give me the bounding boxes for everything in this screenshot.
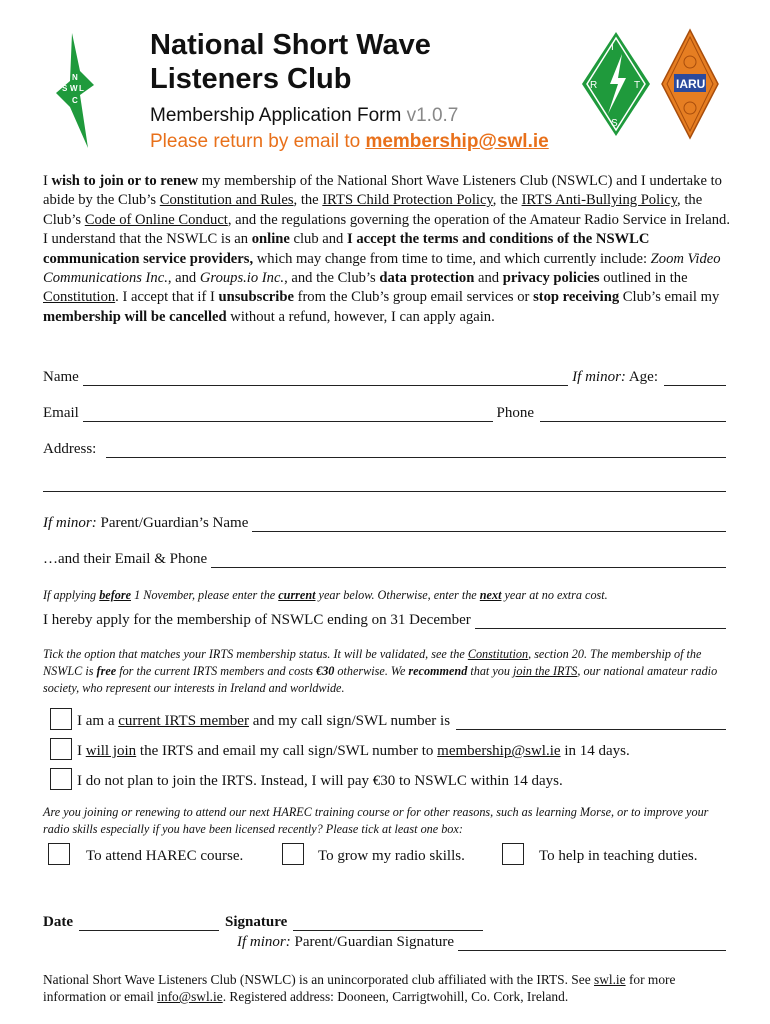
reason-teaching-checkbox[interactable]: [502, 843, 524, 865]
irts-letter-i: I: [611, 42, 614, 53]
option-text: in 14 days.: [560, 743, 630, 759]
intro-text: , the: [492, 192, 522, 209]
email-field[interactable]: [83, 407, 493, 422]
signature-field[interactable]: [293, 916, 483, 931]
reasons-note: Are you joining or renewing to attend our next HAREC training course or for other reasons, such as learning Morse, or to improve your radio skills especially if you have been licensed recently? Please tick at least one box:: [43, 805, 709, 836]
iaru-logo: [660, 28, 720, 140]
anti-bullying-link[interactable]: IRTS Anti-Bullying Policy: [521, 192, 678, 209]
join-irts-link[interactable]: join the IRTS: [513, 664, 578, 678]
intro-italic: Groups.io Inc.: [199, 270, 285, 287]
title-line-1: National Short Wave: [150, 29, 431, 61]
age-label: Age:: [625, 369, 658, 385]
name-row: [43, 366, 726, 386]
guardian-signature-field[interactable]: [458, 936, 726, 951]
intro-text: , the: [293, 192, 323, 209]
guardian-name-label: Parent/Guardian’s Name: [96, 515, 249, 531]
apply-row: [43, 609, 726, 629]
note-emphasis: before: [99, 588, 132, 602]
note-text: , our national amateur radio society, who represent our interests in Ireland and worldwide.: [43, 664, 718, 695]
year-field[interactable]: [475, 614, 726, 629]
footer-text: . Registered address: Dooneen, Carrigtwohill, Co. Cork, Ireland.: [222, 989, 569, 1004]
intro-text: , the Club’s: [43, 192, 703, 228]
logo-letter-l: L: [79, 84, 84, 93]
logo-letter-c: C: [72, 96, 78, 105]
return-instruction: [150, 130, 549, 154]
form-title-text: Membership Application Form: [150, 105, 402, 126]
intro-bold: I accept the terms and conditions of the NSWLC communication service providers,: [43, 231, 650, 267]
option-no-join-checkbox[interactable]: [50, 768, 72, 790]
note-text: , section 20. The membership of the NSWLC is: [43, 647, 702, 678]
option-current-member: [77, 710, 726, 730]
title-line-2: Listeners Club: [150, 63, 352, 95]
option-text: I: [77, 743, 86, 759]
note-text: otherwise. We: [334, 664, 409, 678]
intro-text: outlined in the: [599, 270, 688, 287]
irts-note: [43, 646, 733, 697]
intro-bold: wish to join or to renew: [51, 173, 199, 189]
return-email-link[interactable]: membership@swl.ie: [365, 131, 549, 152]
note-emphasis: current: [278, 588, 316, 602]
option-text: and my call sign/SWL number is: [248, 713, 451, 729]
note-text: for the current IRTS members and costs: [116, 664, 317, 678]
date-signature-row: [43, 911, 503, 931]
date-label: Date: [43, 914, 73, 930]
guardian-signature-row: [237, 931, 726, 951]
reason-skills-label: To grow my radio skills.: [318, 848, 465, 864]
option-current-member-checkbox[interactable]: [50, 708, 72, 730]
membership-email-link[interactable]: membership@swl.ie: [437, 743, 561, 759]
note-emphasis: €30: [316, 664, 335, 678]
guardian-row: [43, 512, 726, 532]
form-title: [150, 104, 458, 128]
note-text: 1 November, please enter the: [131, 588, 279, 602]
irts-logo: [580, 30, 652, 138]
irts-letter-s: S: [611, 118, 618, 129]
footer-text: National Short Wave Listeners Club (NSWLC) is an unincorporated club affiliated with the IRTS. See: [43, 972, 594, 987]
option-will-join: [77, 740, 630, 760]
child-protection-link[interactable]: IRTS Child Protection Policy: [322, 192, 493, 209]
intro-text: and: [474, 270, 503, 287]
email-label: Email: [43, 405, 79, 421]
phone-field[interactable]: [540, 407, 726, 422]
option-text: the IRTS and email my call sign/SWL number to: [136, 743, 438, 759]
note-emphasis: recommend: [408, 664, 468, 678]
intro-text: I: [43, 173, 52, 189]
intro-text: club and: [289, 231, 348, 248]
option-no-join: [77, 770, 563, 790]
footer: [43, 971, 733, 1005]
intro-bold: unsubscribe: [218, 289, 294, 306]
intro-text: Club’s email my: [619, 289, 720, 306]
intro-text: which may change from time to time, and which currently include:: [253, 250, 651, 267]
note-text: Tick the option that matches your IRTS membership status. It will be validated, see the: [43, 647, 468, 661]
signature-label: Signature: [225, 914, 288, 930]
note-text: year at no extra cost.: [501, 588, 608, 602]
guardian-contact-row: [43, 548, 726, 568]
intro-bold: stop receiving: [533, 289, 620, 306]
note-text: year below. Otherwise, enter the: [315, 588, 480, 602]
constitution-rules-link[interactable]: Constitution and Rules: [159, 192, 294, 209]
note-emphasis: free: [96, 664, 117, 678]
version-label: v1.0.7: [406, 105, 459, 126]
intro-bold: membership will be cancelled: [43, 308, 227, 325]
logo-letter-w: W: [70, 84, 78, 93]
name-label: Name: [43, 369, 79, 385]
intro-text: . I accept that if I: [115, 289, 219, 306]
intro-bold: data protection: [379, 270, 475, 287]
note-emphasis: next: [479, 588, 502, 602]
year-note: [43, 587, 733, 604]
call-sign-field[interactable]: [456, 715, 726, 730]
guardian-contact-label: …and their Email & Phone: [43, 551, 208, 567]
reason-skills-checkbox[interactable]: [282, 843, 304, 865]
email-row: [43, 402, 726, 422]
option-text: I am a: [77, 713, 119, 729]
note-text: that you: [467, 664, 514, 678]
guardian-sig-minor-label: If minor:: [237, 934, 291, 950]
option-will-join-checkbox[interactable]: [50, 738, 72, 760]
intro-text: , and the Club’s: [284, 270, 380, 287]
irts-letter-r: R: [590, 80, 598, 91]
address-field-line-2[interactable]: [43, 491, 726, 492]
guardian-signature-label: Parent/Guardian Signature: [290, 934, 455, 950]
name-field[interactable]: [83, 371, 568, 386]
guardian-minor-label: If minor:: [43, 515, 97, 531]
if-minor-label: If minor:: [572, 369, 626, 385]
date-field[interactable]: [79, 916, 219, 931]
address-row: [43, 438, 726, 458]
page-title: [150, 28, 431, 96]
return-text: Please return by email to: [150, 131, 361, 152]
note-text: If applying: [43, 588, 100, 602]
iaru-label: IARU: [676, 77, 706, 91]
intro-bold: online: [251, 231, 290, 248]
irts-letter-t: T: [634, 80, 641, 91]
nswlc-logo: [50, 33, 100, 148]
guardian-name-field[interactable]: [252, 517, 726, 532]
logo-letter-s: S: [62, 84, 68, 93]
address-label: Address:: [43, 441, 97, 457]
irts-constitution-link[interactable]: Constitution: [467, 647, 529, 661]
online-conduct-link[interactable]: Code of Online Conduct: [84, 211, 228, 228]
membership-declaration: [43, 172, 733, 327]
phone-label: Phone: [496, 405, 534, 421]
current-irts-member-link[interactable]: current IRTS member: [118, 713, 249, 729]
info-email-link[interactable]: info@swl.ie: [157, 989, 223, 1004]
intro-text: , and: [167, 270, 200, 287]
address-field-line-1[interactable]: [106, 443, 726, 458]
website-link[interactable]: swl.ie: [593, 972, 626, 987]
logo-letter-n: N: [72, 73, 78, 82]
reason-harec-label: To attend HAREC course.: [86, 848, 244, 864]
intro-text: , and the regulations governing the operation of the Amateur Radio Service in Ireland. I understand that the NSWLC is an: [43, 211, 730, 248]
guardian-contact-field[interactable]: [211, 553, 726, 568]
option-emphasis: will join: [85, 743, 137, 759]
footer-text: for more information or email: [43, 972, 676, 1004]
intro-italic: Zoom Video Communications Inc.: [43, 250, 721, 287]
reason-teaching-label: To help in teaching duties.: [539, 848, 698, 864]
age-field[interactable]: [664, 371, 726, 386]
constitution-link[interactable]: Constitution: [43, 289, 116, 306]
intro-text: my membership of the National Short Wave Listeners Club (NSWLC) and I undertake to abide by the Club’s: [43, 173, 722, 209]
intro-text: from the Club’s group email services or: [293, 289, 534, 306]
intro-bold: privacy policies: [502, 270, 600, 287]
reason-harec-checkbox[interactable]: [48, 843, 70, 865]
option-text: I do not plan to join the IRTS. Instead, I will pay €30 to NSWLC within 14 days.: [77, 773, 563, 789]
apply-label: I hereby apply for the membership of NSWLC ending on 31 December: [43, 612, 471, 628]
intro-text: without a refund, however, I can apply again.: [226, 308, 495, 325]
